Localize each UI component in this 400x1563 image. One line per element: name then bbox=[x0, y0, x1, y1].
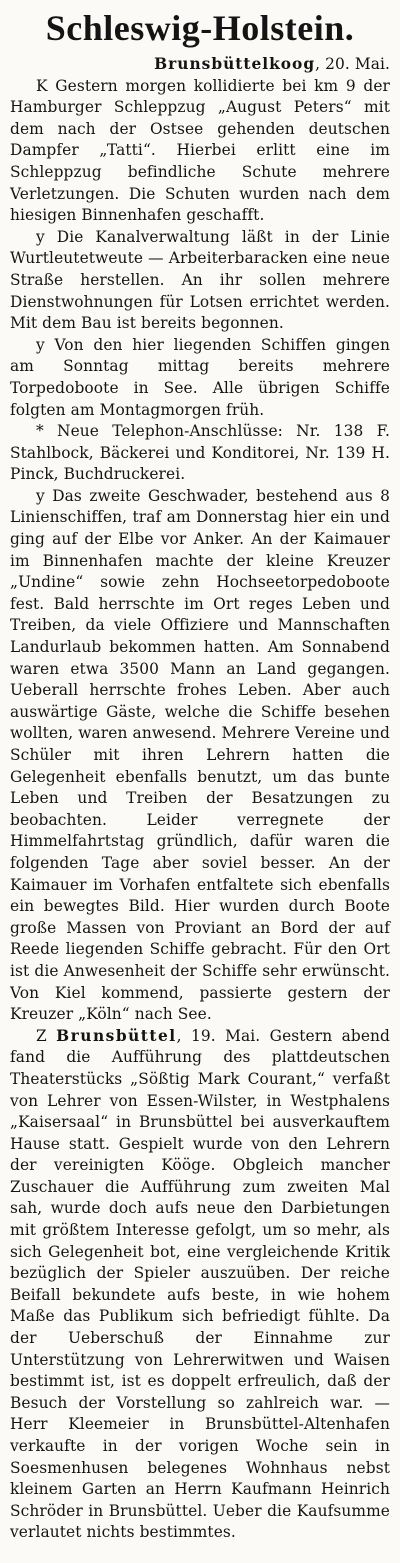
paragraph-brunsbuettel bbox=[10, 1026, 390, 1544]
paragraph-kanalverwaltung: y Die Kanalverwaltung läßt in der Linie Wurtleutetweute — Arbeiterbaracken eine neue Straße herstellen. An ihr sollen mehrere Dienstwohnungen für Lotsen errichtet werden. Mit dem Bau ist bereits begonnen. bbox=[10, 227, 390, 333]
dateline-brunsbuettelkoog bbox=[10, 54, 390, 76]
dateline-prefix: Z bbox=[36, 1026, 57, 1045]
paragraph-theater-text: Gestern abend fand die Aufführung des plattdeutschen Theaterstücks „Sößtig Mark Courant,“ verfaßt von Lehrer von Essen-Wilster, in Westphalens „Kaisersaal“ in Brunsbüttel bei ausverkauftem Hause statt. Gespielt wurde von den Lehrern der vereinigten Kööge. Obgleich mancher Zuschauer die Aufführung zum zweiten Mal sah, wurde doch aufs neue den Darbietungen mit größtem Interesse gefolgt, um so mehr, als sich Gelegenheit bot, eine vergleichende Kritik bezüglich der Spieler auszuüben. Der reiche Beifall bekundete aufs beste, in wie hohem Maße das Publikum sich befriedigt fühlte. Da der Ueberschuß der Einnahme zur Unterstützung von Lehrerwitwen und Waisen bestimmt ist, ist es doppelt erfreulich, daß der Besuch der Vorstellung so zahlreich war. — Herr Kleemeier in Brunsbüttel-Altenhafen verkaufte in der vorigen Woche sein in Soesmenhusen belegenes Wohnhaus nebst kleinem Garten an Herrn Kaufmann Heinrich Schröder in Brunsbüttel. Ueber die Kaufsumme verlautet nichts bestimmtes. bbox=[10, 1026, 391, 1542]
paragraph-collision: K Gestern morgen kollidierte bei km 9 der Hamburger Schleppzug „August Peters“ mit dem nach der Ostsee gehenden deutschen Dampfer „Tatti“. Hierbei erlitt eine im Schleppzug befindliche Schute mehrere Verletzungen. Die Schuten wurden nach dem hiesigen Binnenhafen geschafft. bbox=[10, 76, 390, 225]
dateline-date: , 20. Mai. bbox=[315, 55, 390, 73]
headline: Schleswig-Holstein. bbox=[45, 8, 355, 48]
paragraph-torpedoboote: y Von den hier liegenden Schiffen gingen am Sonntag mittag bereits mehrere Torpedoboote in See. Alle übrigen Schiffe folgten am Montagmorgen früh. bbox=[10, 335, 390, 419]
dateline-place: Brunsbüttelkoog bbox=[154, 55, 316, 73]
paragraph-geschwader: y Das zweite Geschwader, bestehend aus 8 Linienschiffen, traf am Donnerstag hier ein und ging auf der Elbe vor Anker. An der Kaimauer im Binnenhafen machte der kleine Kreuzer „Undine“ sowie zehn Hochseetorpedoboote fest. Bald herrschte im Ort reges Leben und Treiben, da viele Offiziere und Mannschaften Landurlaub bekommen hatten. Am Sonnabend waren etwa 3500 Mann an Land gegangen. Ueberall herrschte frohes Leben. Aber auch auswärtige Gäste, welche die Schiffe besehen wollten, waren anwesend. Mehrere Vereine und Schüler mit ihren Lehrern hatten die Gelegenheit ebenfalls benutzt, um das bunte Leben und Treiben der Besatzungen zu beobachten. Leider verregnete der Himmelfahrtstag gründlich, dafür waren die folgenden Tage aber soviel besser. An der Kaimauer im Vorhafen entfaltete sich ebenfalls ein bewegtes Bild. Hier wurden durch Boote große Massen von Proviant an Bord der auf Reede liegenden Schiffe gebracht. Für den Ort ist die Anwesenheit der Schiffe sehr erwünscht. Von Kiel kommend, passierte gestern der Kreuzer „Köln“ nach See. bbox=[10, 486, 390, 1024]
dateline-date-brunsbuettel: , 19. Mai. bbox=[176, 1026, 261, 1045]
paragraph-telephon: * Neue Telephon-Anschlüsse: Nr. 138 F. Stahlbock, Bäckerei und Konditorei, Nr. 139 H. Pinck, Buchdruckerei. bbox=[10, 422, 390, 484]
dateline-place-brunsbuettel: Brunsbüttel bbox=[56, 1026, 177, 1045]
